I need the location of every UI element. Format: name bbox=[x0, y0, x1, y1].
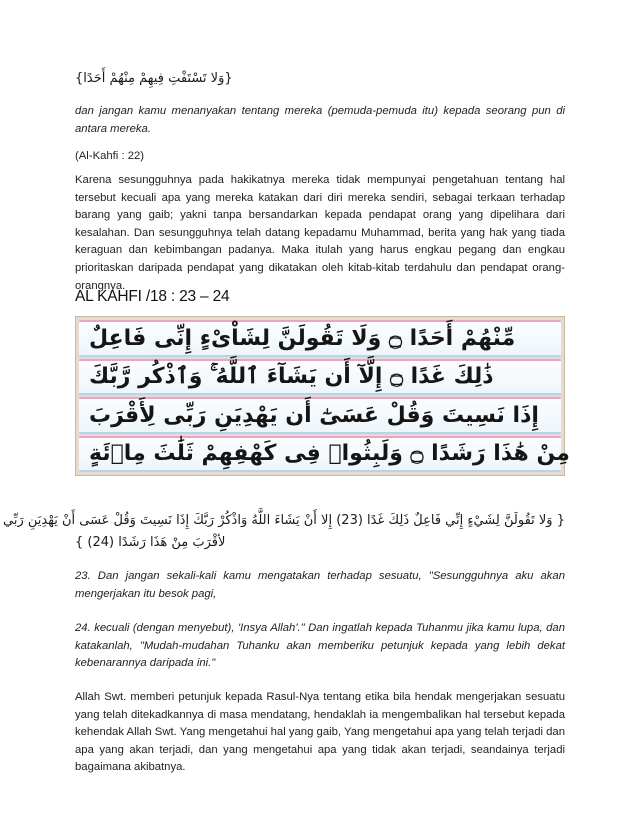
arabic-verses-line-1: { وَلا تَقُولَنَّ لِشَيْءٍ إِنِّي فَاعِلٌ ذَلِكَ غَدًا (23) إِلا أَنْ يَشَاءَ اللَّهُ وَاذْكُرْ رَبَّكَ إِذَا نَسِيتَ وَقُلْ عَسَى أَنْ يَهْدِيَنِ رَبِّي bbox=[3, 513, 565, 528]
quran-line-3-text: إِذَا نَسِيتَ وَقُلْ عَسَىٰٓ أَن يَهْدِيَنِ رَبِّى لِأَقْرَبَ bbox=[89, 402, 539, 428]
quran-line-4 bbox=[79, 436, 570, 473]
translation-verse-22: dan jangan kamu menanyakan tentang mereka (pemuda-pemuda itu) kepada seorang pun di antara mereka. bbox=[75, 105, 565, 135]
arabic-verse-22 bbox=[75, 71, 565, 86]
arabic-verses-23-24 bbox=[3, 510, 565, 554]
quran-line-2 bbox=[79, 359, 561, 396]
arabic-verses-line-2-text: لأقْرَبَ مِنْ هَذَا رَشَدًا (24) } bbox=[75, 535, 226, 550]
translation-verse-23: 23. Dan jangan sekali-kali kamu mengatakan terhadap sesuatu, "Sesungguhnya aku akan mengerjakan itu besok pagi, bbox=[75, 570, 565, 600]
arabic-verse-22-text: {وَلا تَسْتَفْتِ فِيهِمْ مِنْهُمْ أَحَدًا} bbox=[75, 71, 233, 86]
arabic-verses-line-2 bbox=[75, 532, 565, 554]
quran-line-1 bbox=[79, 320, 561, 357]
quran-line-1-text: مِّنْهُمْ أَحَدًا ۝ وَلَا تَقُولَنَّ لِشَاْىْءٍ إِنِّى فَاعِلٌ bbox=[89, 325, 516, 351]
section-heading: AL KAHFI /18 : 23 – 24 bbox=[75, 288, 230, 305]
tafsir-paragraph-1: Karena sesungguhnya pada hakikatnya mereka tidak mempunyai pengetahuan tentang hal tersebut kecuali apa yang mereka katakan dari diri mereka sendiri, sebagai terkaan terhadap barang yang gaib; yakni tanpa bersandarkan kepada pendapat orang yang dipelihara dari kesalahan. Dan sesungguhnya telah datang kepadamu Muhammad, berita yang hak yang tiada keraguan dan kebimbangan padanya. Maka itulah yang harus engkau pegang dan engkau prioritaskan daripada pendapat yang dikatakan oleh kitab-kitab terdahulu dan pendapat orang-orangnya. bbox=[75, 174, 565, 292]
quran-line-2-text: ذَٰلِكَ غَدًا ۝ إِلَّآ أَن يَشَآءَ ٱللَّهُ ۚ وَٱذْكُر رَّبَّكَ bbox=[89, 364, 494, 390]
quran-mushaf-image bbox=[75, 316, 570, 476]
quran-line-4-text: مِنْ هَٰذَا رَشَدًا ۝ وَلَبِثُوا۟ فِى كَهْفِهِمْ ثَلَٰثَ مِا۟ئَةٍ bbox=[89, 441, 570, 467]
quran-line-3 bbox=[79, 397, 561, 434]
translation-verse-24: 24. kecuali (dengan menyebut), 'Insya Allah'." Dan ingatlah kepada Tuhanmu jika kamu lupa, dan katakanlah, "Mudah-mudahan Tuhanku akan memberiku petunjuk kepada yang lebih dekat kebenarannya daripada ini." bbox=[75, 622, 565, 670]
reference-al-kahfi-22: (Al-Kahfi : 22) bbox=[75, 150, 145, 162]
tafsir-paragraph-2: Allah Swt. memberi petunjuk kepada Rasul-Nya tentang etika bila hendak mengerjakan sesuatu yang telah ditekadkannya di masa mendatang, hendaklah ia mengembalikan hal tersebut kepada kehendak Allah Swt. Yang mengetahui hal yang gaib, Yang mengetahui apa yang telah terjadi dan apa yang akan terjadi, dan yang mengetahui apa yang tidak akan terjadi, seandainya terjadi bagaimana akibatnya. bbox=[75, 691, 565, 774]
